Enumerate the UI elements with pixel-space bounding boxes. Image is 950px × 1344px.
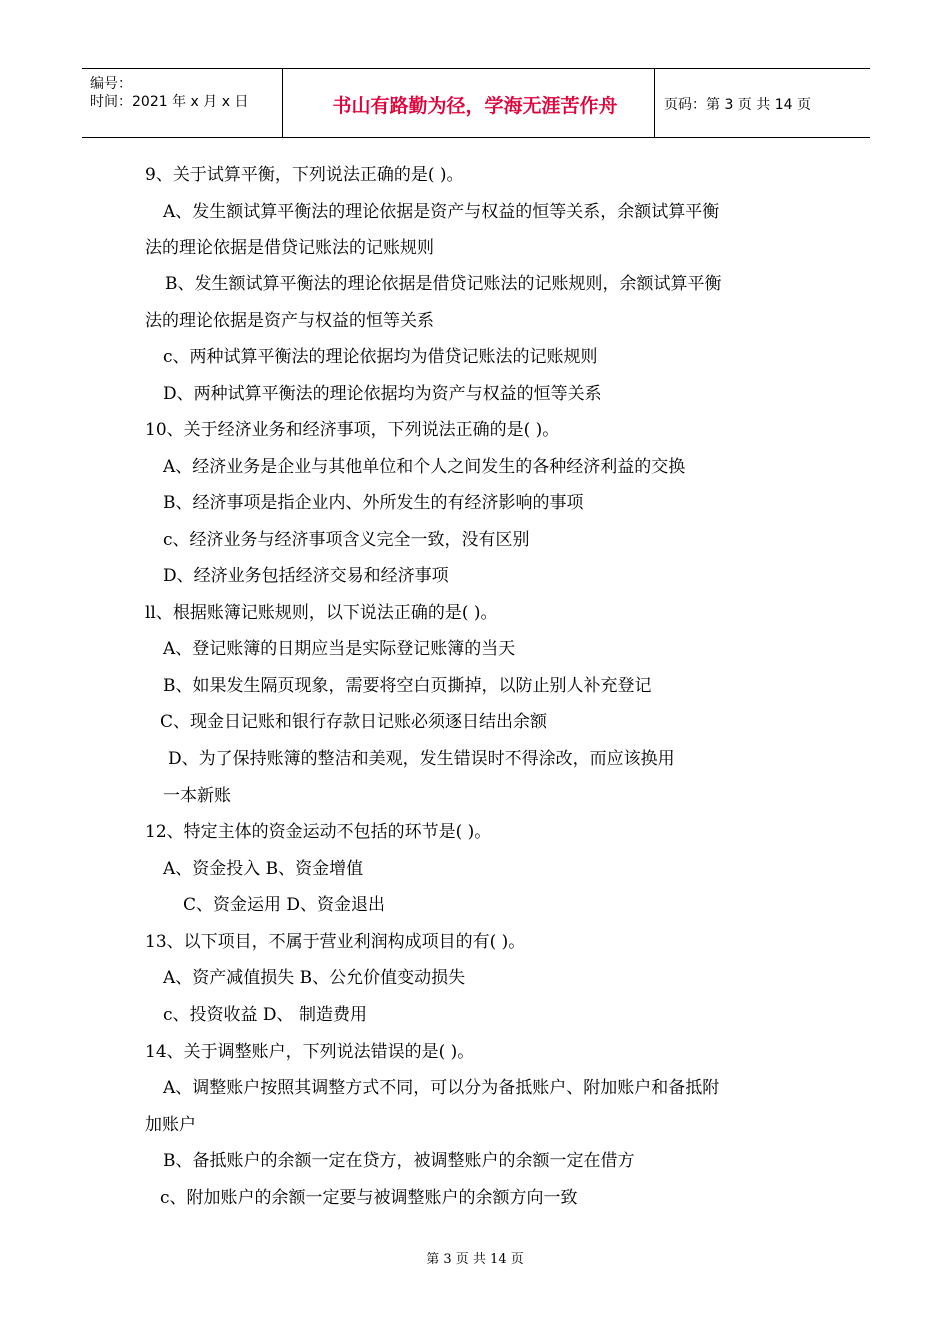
option-line: D、为了保持账簿的整洁和美观，发生错误时不得涂改，而应该换用 bbox=[168, 749, 675, 769]
document-number-label: 编号： bbox=[90, 76, 132, 92]
option-line: c、附加账户的余额一定要与被调整账户的余额方向一致 bbox=[160, 1188, 578, 1208]
document-date: 时间：2021 年 x 月 x 日 bbox=[90, 94, 249, 110]
option-line: C、资金运用 D、资金退出 bbox=[183, 895, 386, 915]
option-line: A、登记账簿的日期应当是实际登记账簿的当天 bbox=[163, 639, 516, 659]
option-line: 法的理论依据是资产与权益的恒等关系 bbox=[145, 311, 434, 331]
option-line: c、投资收益 D、 制造费用 bbox=[163, 1005, 367, 1025]
option-line: A、发生额试算平衡法的理论依据是资产与权益的恒等关系，余额试算平衡 bbox=[163, 202, 720, 222]
option-line: 一本新账 bbox=[163, 786, 231, 806]
header-page-info: 页码：第 3 页 共 14 页 bbox=[664, 97, 811, 113]
option-line: 法的理论依据是借贷记账法的记账规则 bbox=[145, 238, 434, 258]
option-line: A、调整账户按照其调整方式不同，可以分为备抵账户、附加账户和备抵附 bbox=[163, 1078, 720, 1098]
question-11: ll、根据账簿记账规则，以下说法正确的是( )。 bbox=[145, 603, 498, 623]
option-line: B、备抵账户的余额一定在贷方，被调整账户的余额一定在借方 bbox=[163, 1151, 635, 1171]
question-10: 10、关于经济业务和经济事项，下列说法正确的是( )。 bbox=[145, 420, 560, 440]
option-line: A、资金投入 B、资金增值 bbox=[163, 859, 364, 879]
question-13: 13、以下项目，不属于营业利润构成项目的有( )。 bbox=[145, 932, 526, 952]
option-line: D、经济业务包括经济交易和经济事项 bbox=[163, 566, 449, 586]
option-line: D、两种试算平衡法的理论依据均为资产与权益的恒等关系 bbox=[163, 384, 602, 404]
option-line: B、发生额试算平衡法的理论依据是借贷记账法的记账规则，余额试算平衡 bbox=[165, 274, 722, 294]
question-9: 9、关于试算平衡，下列说法正确的是( )。 bbox=[145, 165, 464, 185]
question-12: 12、特定主体的资金运动不包括的环节是( )。 bbox=[145, 822, 492, 842]
header-motto: 书山有路勤为径，学海无涯苦作舟 bbox=[332, 95, 618, 117]
header-divider bbox=[654, 69, 655, 137]
page-footer: 第 3 页 共 14 页 bbox=[426, 1252, 524, 1267]
option-line: c、两种试算平衡法的理论依据均为借贷记账法的记账规则 bbox=[163, 347, 598, 367]
option-line: B、如果发生隔页现象，需要将空白页撕掉，以防止别人补充登记 bbox=[163, 676, 652, 696]
option-line: A、经济业务是企业与其他单位和个人之间发生的各种经济利益的交换 bbox=[163, 457, 686, 477]
option-line: c、经济业务与经济事项含义完全一致，没有区别 bbox=[163, 530, 530, 550]
option-line: A、资产减值损失 B、公允价值变动损失 bbox=[163, 968, 466, 988]
option-line: 加账户 bbox=[145, 1115, 196, 1135]
option-line: B、经济事项是指企业内、外所发生的有经济影响的事项 bbox=[163, 493, 584, 513]
option-line: C、现金日记账和银行存款日记账必须逐日结出余额 bbox=[160, 712, 548, 732]
question-14: 14、关于调整账户，下列说法错误的是( )。 bbox=[145, 1042, 475, 1062]
page-header bbox=[82, 68, 870, 138]
